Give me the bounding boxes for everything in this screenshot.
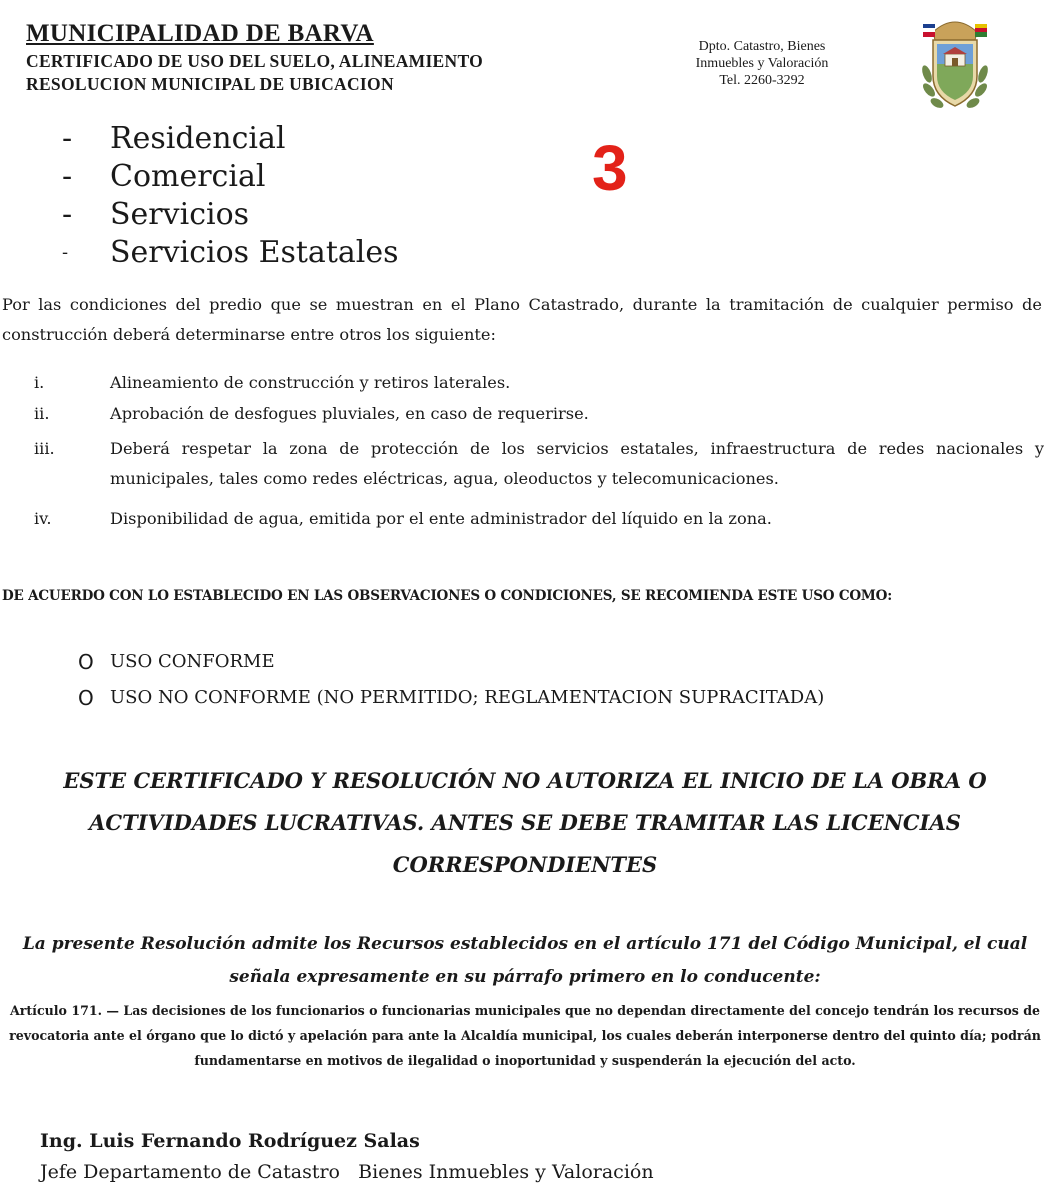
condition-item — [34, 434, 1044, 494]
signatory-name: Ing. Luis Fernando Rodríguez Salas — [40, 1130, 420, 1152]
option-label: USO NO CONFORME (NO PERMITIDO; REGLAMENTACION SUPRACITADA) — [110, 687, 825, 708]
condition-number: iii. — [34, 439, 55, 458]
department-info — [662, 38, 862, 89]
use-options — [78, 644, 824, 716]
resolution-note: La presente Resolución admite los Recursos establecidos en el artículo 171 del Código Municipal, el cual señala expresamente en su párrafo primero en lo conducente: — [22, 934, 1028, 987]
signatory-title-text: Jefe Departamento de Catastro Bienes Inmuebles y Valoración — [40, 1161, 654, 1183]
page-mark-number: 3 — [592, 132, 628, 204]
bullet-dash: - — [62, 121, 73, 156]
bullet-dash: - — [62, 197, 73, 232]
condition-text: Alineamiento de construcción y retiros laterales. — [110, 373, 511, 392]
option-label: USO CONFORME — [110, 651, 275, 672]
authorization-warning: ESTE CERTIFICADO Y RESOLUCIÓN NO AUTORIZA EL INICIO DE LA OBRA O ACTIVIDADES LUCRATIVAS. ANTES SE DEBE TRAMITAR LAS LICENCIAS CORRESPONDIENTES — [63, 768, 987, 877]
department-line-2: Inmuebles y Valoración — [695, 56, 829, 71]
recommendation-heading: DE ACUERDO CON LO ESTABLECIDO EN LAS OBSERVACIONES O CONDICIONES, SE RECOMIENDA ESTE USO COMO: — [2, 588, 893, 604]
condition-item — [34, 399, 589, 429]
option-uso-no-conforme[interactable] — [78, 680, 824, 716]
land-use-label: Servicios — [110, 197, 250, 232]
condition-text: Aprobación de desfogues pluviales, en caso de requerirse. — [110, 404, 589, 423]
condition-number: ii. — [34, 404, 50, 423]
option-circle-icon[interactable]: O — [78, 686, 94, 710]
article-171-text: Artículo 171. — Las decisiones de los funcionarios o funcionarias municipales que no dependan directamente del concejo tendrán los recursos de revocatoria ante el órgano que lo dictó y apelación para ante la Alcaldía municipal, los cuales deberán interponerse dentro del quinto día; podrán fundamentarse en motivos de ilegalidad o inoportunidad y suspenderán la ejecución del acto. — [9, 1003, 1041, 1068]
department-line-1: Dpto. Catastro, Bienes — [698, 39, 826, 54]
land-use-item — [62, 158, 562, 196]
document-header — [26, 20, 1026, 120]
land-use-label: Servicios Estatales — [110, 235, 399, 270]
condition-text: Disponibilidad de agua, emitida por el ente administrador del líquido en la zona. — [110, 509, 772, 528]
land-use-item — [62, 234, 562, 272]
condition-item — [34, 504, 772, 534]
condition-number: iv. — [34, 509, 52, 528]
land-use-item — [62, 120, 562, 158]
land-use-item — [62, 196, 562, 234]
option-uso-conforme[interactable] — [78, 644, 824, 680]
resolution-subtitle: RESOLUCION MUNICIPAL DE UBICACION — [26, 74, 394, 94]
option-circle-icon[interactable]: O — [78, 650, 94, 674]
bullet-dash: - — [62, 159, 73, 194]
signatory-title — [40, 1161, 654, 1183]
condition-item — [34, 368, 510, 398]
bullet-dash: - — [62, 242, 69, 263]
land-use-label: Residencial — [110, 121, 286, 156]
department-phone: Tel. 2260-3292 — [719, 73, 805, 88]
condition-text: Deberá respetar la zona de protección de los servicios estatales, infraestructura de redes nacionales y municipales, tales como redes eléctricas, agua, oleoductos y telecomunicaciones. — [110, 439, 1044, 488]
certificate-subtitle: CERTIFICADO DE USO DEL SUELO, ALINEAMIENTO — [26, 51, 484, 71]
municipal-coat-of-arms-icon — [919, 14, 991, 116]
land-use-list — [62, 120, 562, 272]
land-use-label: Comercial — [110, 159, 266, 194]
conditions-intro: Por las condiciones del predio que se muestran en el Plano Catastrado, durante la tramitación de cualquier permiso de construcción deberá determinarse entre otros los siguiente: — [2, 295, 1042, 344]
municipality-title: MUNICIPALIDAD DE BARVA — [26, 20, 374, 47]
condition-number: i. — [34, 373, 45, 392]
